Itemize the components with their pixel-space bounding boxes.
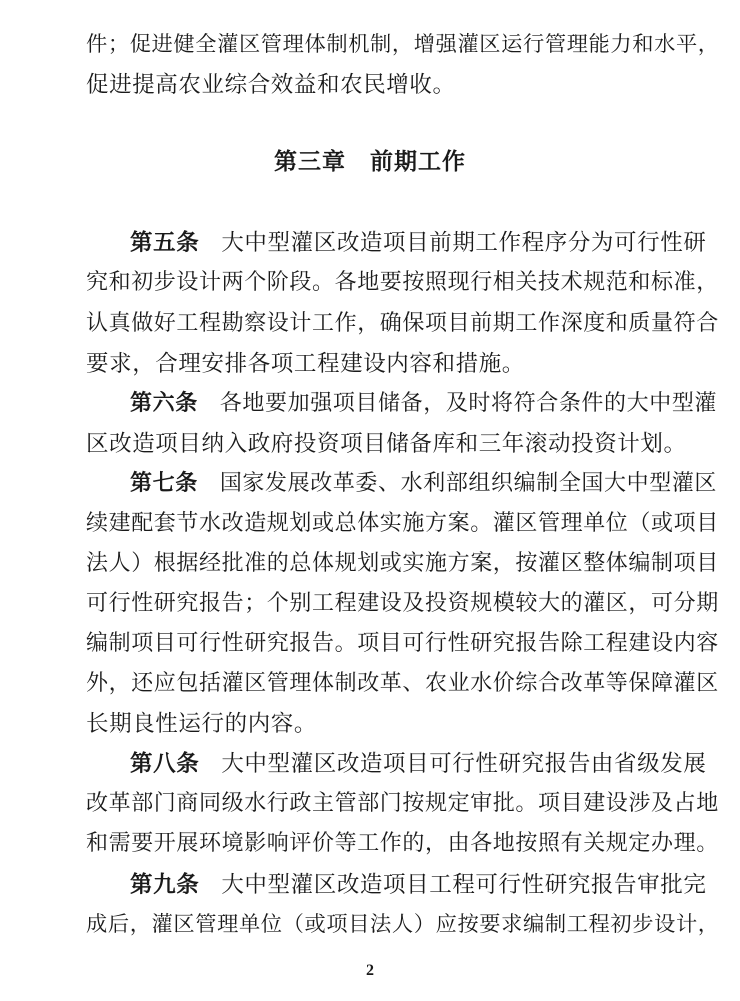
article-9-first-line <box>130 870 706 900</box>
article-9-text: 大中型灌区改造项目工程可行性研究报告审批完 <box>221 872 707 898</box>
article-9-line-2: 成后，灌区管理单位（或项目法人）应按要求编制工程初步设计， <box>86 912 720 937</box>
article-8-first-line <box>130 749 706 779</box>
page-number: 2 <box>366 962 374 979</box>
article-6-line-2: 区改造项目纳入政府投资项目储备库和三年滚动投资计划。 <box>86 431 687 457</box>
article-6-first-line <box>130 389 717 419</box>
chapter-title: 第三章 前期工作 <box>274 149 466 175</box>
article-7-line-7: 长期良性运行的内容。 <box>86 711 318 737</box>
article-7-line-3: 法人）根据经批准的总体规划或实施方案，按灌区整体编制项目 <box>86 551 719 576</box>
intro-line-1: 件；促进健全灌区管理体制机制，增强灌区运行管理能力和水平， <box>86 32 720 57</box>
article-8-line-2: 改革部门商同级水行政主管部门按规定审批。项目建设涉及占地 <box>86 791 719 816</box>
article-7-line-4: 可行性研究报告；个别工程建设及投资规模较大的灌区，可分期 <box>86 591 719 616</box>
article-7-line-6: 外，还应包括灌区管理体制改革、农业水价综合改革等保障灌区 <box>86 671 719 696</box>
article-7-line-5: 编制项目可行性研究报告。项目可行性研究报告除工程建设内容 <box>86 631 719 656</box>
article-8-text: 大中型灌区改造项目可行性研究报告由省级发展 <box>221 751 707 777</box>
article-9-label: 第九条 <box>130 872 200 898</box>
article-7-text: 国家发展改革委、水利部组织编制全国大中型灌区 <box>219 471 718 496</box>
article-5-line-2: 究和初步设计两个阶段。各地要按照现行相关技术规范和标准， <box>86 270 719 295</box>
article-6-label: 第六条 <box>130 391 198 416</box>
article-7-first-line <box>130 469 717 499</box>
intro-line-2: 促进提高农业综合效益和农民增收。 <box>86 72 456 98</box>
article-6-text: 各地要加强项目储备，及时将符合条件的大中型灌 <box>219 391 718 416</box>
article-5-first-line <box>130 228 706 258</box>
article-8-label: 第八条 <box>130 751 200 777</box>
article-5-text: 大中型灌区改造项目前期工作程序分为可行性研 <box>221 230 707 256</box>
article-5-line-3: 认真做好工程勘察设计工作，确保项目前期工作深度和质量符合 <box>86 311 719 336</box>
article-5-line-4: 要求，合理安排各项工程建设内容和措施。 <box>86 351 525 377</box>
article-8-line-3: 和需要开展环境影响评价等工作的，由各地按照有关规定办理。 <box>86 831 719 856</box>
article-7-label: 第七条 <box>130 471 198 496</box>
article-7-line-2: 续建配套节水改造规划或总体实施方案。灌区管理单位（或项目 <box>86 511 719 536</box>
article-5-label: 第五条 <box>130 230 200 256</box>
